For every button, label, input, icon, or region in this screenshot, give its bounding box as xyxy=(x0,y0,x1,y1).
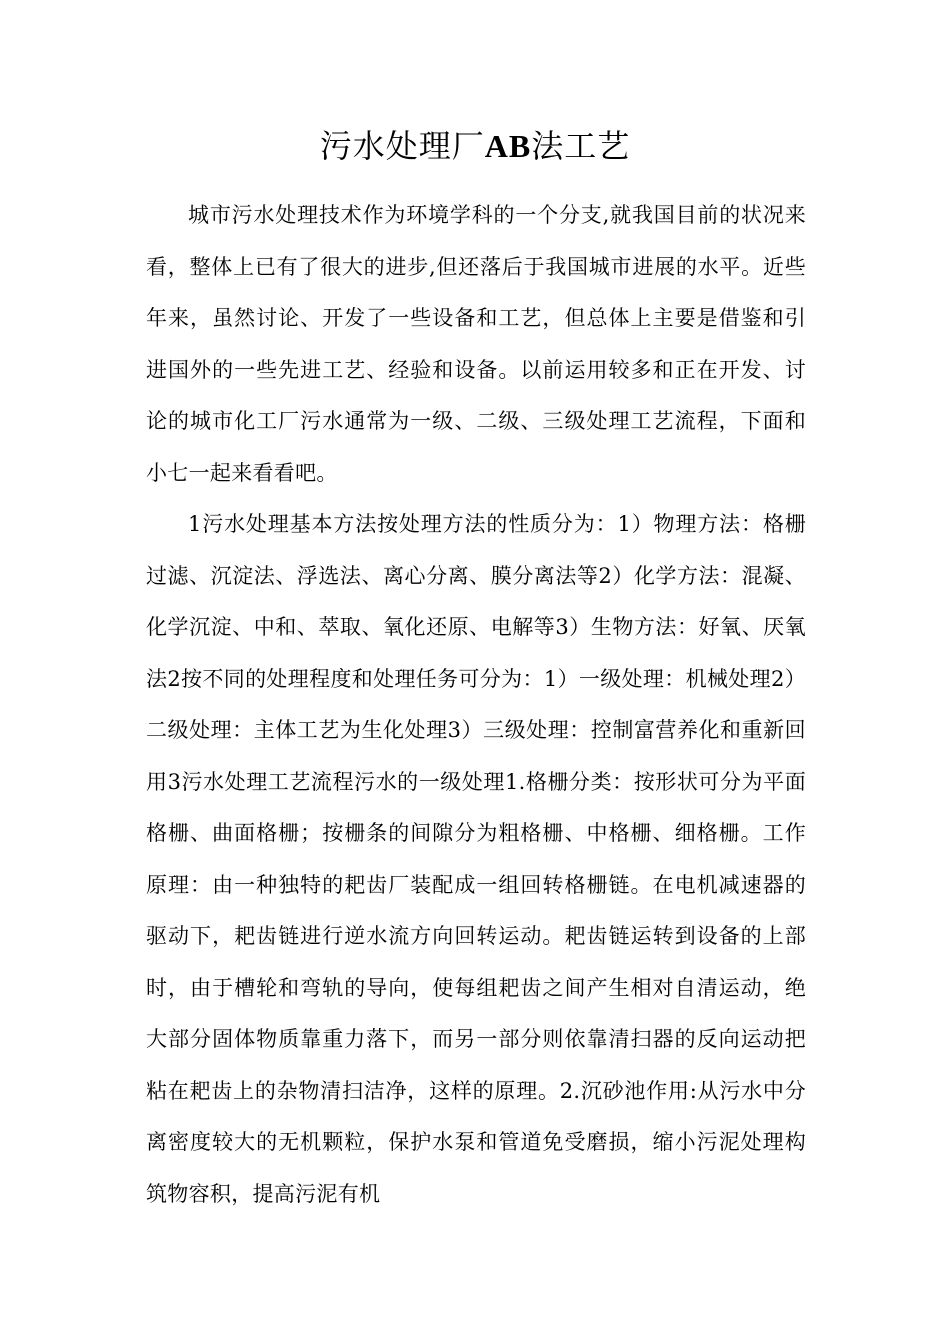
title-text-part3: 法工艺 xyxy=(531,127,631,165)
paragraph-methods: 1污水处理基本方法按处理方法的性质分为：1）物理方法：格栅过滤、沉淀法、浮选法、离心分离、膜分离法等2）化学方法：混凝、化学沉淀、中和、萃取、氧化还原、电解等3）生物方法：好氧、厌氧法2按不同的处理程度和处理任务可分为：1）一级处理：机械处理2）二级处理：主体工艺为生化处理3）三级处理：控制富营养化和重新回用3污水处理工艺流程污水的一级处理1.格栅分类：按形状可分为平面格栅、曲面格栅；按栅条的间隙分为粗格栅、中格栅、细格栅。工作原理：由一种独特的耙齿厂装配成一组回转格栅链。在电机减速器的驱动下，耙齿链进行逆水流方向回转运动。耙齿链运转到设备的上部时，由于槽轮和弯轨的导向，使每组耙齿之间产生相对自清运动，绝大部分固体物质靠重力落下，而另一部分则依靠清扫器的反向运动把粘在耙齿上的杂物清扫洁净，这样的原理。2.沉砂池作用:从污水中分离密度较大的无机颗粒，保护水泵和管道免受磨损，缩小污泥处理构筑物容积，提高污泥有机 xyxy=(146,512,806,1206)
title-text-part2: AB xyxy=(484,128,532,164)
paragraph-intro: 城市污水处理技术作为环境学科的一个分支,就我国目前的状况来看，整体上已有了很大的进步,但还落后于我国城市进展的水平。近些年来，虽然讨论、开发了一些设备和工艺，但总体上主要是借鉴和引进国外的一些先进工艺、经验和设备。以前运用较多和正在开发、讨论的城市化工厂污水通常为一级、二级、三级处理工艺流程，下面和小七一起来看看吧。 xyxy=(146,203,806,485)
title-text-part1: 污水处理厂 xyxy=(319,127,485,165)
document-title xyxy=(0,118,950,174)
